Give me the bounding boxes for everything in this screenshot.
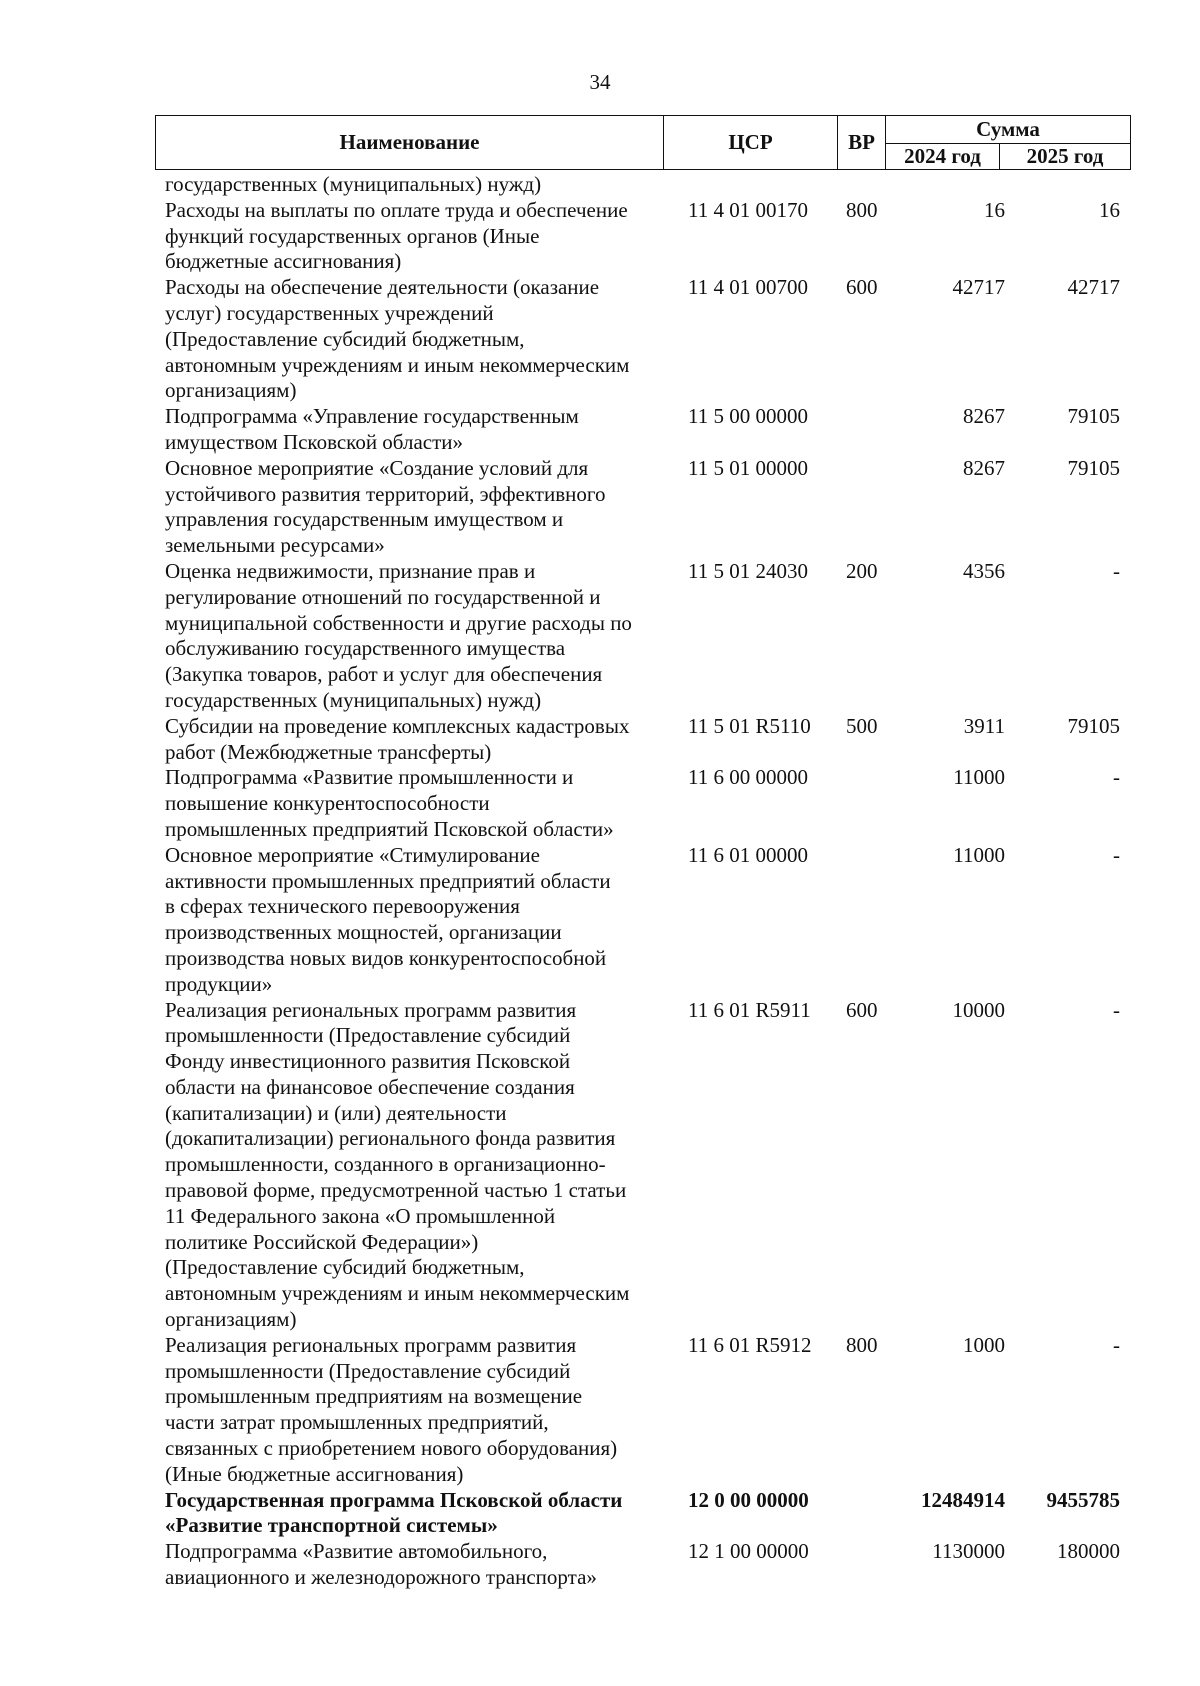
table-row (165, 1539, 1125, 1591)
row-vr: 500 (846, 713, 878, 738)
row-sum-2025: 9455785 (1046, 1487, 1120, 1512)
table-row (165, 198, 1125, 275)
row-sum-2024: 42717 (952, 275, 1005, 300)
row-sum-2024: 11000 (953, 842, 1005, 867)
row-sum-2024: 12484914 (921, 1487, 1005, 1512)
table-row (165, 1333, 1125, 1488)
row-csr: 11 6 01 R5911 (688, 997, 811, 1022)
row-sum-2025: 79105 (1067, 713, 1120, 738)
row-name: Подпрограмма «Управление государственным имуществом Псковской области» (165, 404, 579, 454)
row-sum-2025: - (1113, 558, 1120, 583)
row-sum-2024: 11000 (953, 765, 1005, 790)
header-sum: Сумма (886, 116, 1130, 144)
table-body (165, 172, 1125, 1591)
table-row (165, 1488, 1125, 1540)
row-csr: 11 4 01 00170 (688, 197, 808, 222)
header-vr: ВР (838, 116, 886, 169)
row-csr: 11 6 01 R5912 (688, 1332, 812, 1357)
row-sum-2024: 1130000 (932, 1539, 1005, 1564)
row-name: Оценка недвижимости, признание прав и регулирование отношений по государственной и муниципальной собственности и другие расходы по обслуживанию государственного имущества (Закупка товаров, работ и услуг для обеспечения государственных (муниципальных) нужд) (165, 558, 632, 712)
row-name: Основное мероприятие «Создание условий для устойчивого развития территорий, эффективного управления государственным имуществом и земельными ресурсами» (165, 455, 606, 558)
header-year-2025: 2025 год (1026, 144, 1104, 168)
row-sum-2024: 4356 (963, 558, 1005, 583)
row-name: Реализация региональных программ развития промышленности (Предоставление субсидий Фонду инвестиционного развития Псковской области на финансовое обеспечение создания (капитализации) и (или) деятельности (докапитализации) регионального фонда развития промышленности, созданного в организационно- правовой форме, предусмотренной частью 1 статьи 11 Федерального закона «О промышленной политике Российской Федерации») (Предоставление субсидий бюджетным, автономным учреждениям и иным некоммерческим организациям) (165, 997, 630, 1332)
row-csr: 12 1 00 00000 (688, 1539, 809, 1564)
table-row (165, 275, 1125, 404)
table-row (165, 172, 1125, 198)
row-sum-2025: 79105 (1067, 455, 1120, 480)
row-vr: 600 (846, 997, 878, 1022)
header-name: Наименование (156, 116, 664, 169)
row-sum-2024: 1000 (963, 1332, 1005, 1357)
row-sum-2025: 180000 (1057, 1539, 1120, 1564)
table-row (165, 559, 1125, 714)
row-name: Государственная программа Псковской области «Развитие транспортной системы» (165, 1487, 623, 1538)
table-row (165, 765, 1125, 842)
row-sum-2025: - (1113, 1332, 1120, 1357)
row-sum-2025: - (1113, 842, 1120, 867)
row-csr: 11 6 00 00000 (688, 765, 808, 790)
row-name: государственных (муниципальных) нужд) (165, 172, 542, 196)
row-name: Расходы на обеспечение деятельности (оказание услуг) государственных учреждений (Предоставление субсидий бюджетным, автономным учреждениям и иным некоммерческим организациям) (165, 275, 630, 403)
row-csr: 11 4 01 00700 (688, 275, 808, 300)
row-sum-2024: 10000 (952, 997, 1005, 1022)
row-name: Основное мероприятие «Стимулирование активности промышленных предприятий области в сферах технического перевооружения производственных мощностей, организации производства новых видов конкурентоспособной продукции» (165, 842, 611, 996)
header-year-2024: 2024 год (886, 144, 1000, 169)
row-vr: 200 (846, 558, 878, 583)
row-sum-2024: 8267 (963, 455, 1005, 480)
row-csr: 11 5 00 00000 (688, 404, 808, 429)
row-sum-2025: - (1113, 997, 1120, 1022)
row-vr: 800 (846, 1332, 878, 1357)
row-csr: 11 6 01 00000 (688, 842, 808, 867)
row-name: Подпрограмма «Развитие автомобильного, авиационного и железнодорожного транспорта» (165, 1539, 597, 1590)
row-csr: 11 5 01 00000 (688, 455, 808, 480)
row-sum-2025: 79105 (1067, 404, 1120, 429)
row-csr: 12 0 00 00000 (688, 1487, 809, 1512)
row-sum-2025: - (1113, 765, 1120, 790)
header-csr: ЦСР (664, 116, 838, 169)
row-name: Реализация региональных программ развития промышленности (Предоставление субсидий промышленным предприятиям на возмещение части затрат промышленных предприятий, связанных с приобретением нового оборудования) (Иные бюджетные ассигнования) (165, 1332, 618, 1486)
table-row (165, 456, 1125, 559)
table-row (165, 714, 1125, 766)
table-row (165, 404, 1125, 456)
row-sum-2024: 16 (984, 197, 1005, 222)
table-row (165, 843, 1125, 998)
page-number: 34 (589, 70, 611, 94)
row-vr: 800 (846, 197, 878, 222)
row-csr: 11 5 01 24030 (688, 558, 808, 583)
row-sum-2025: 42717 (1067, 275, 1120, 300)
table-header (155, 115, 1131, 170)
row-sum-2025: 16 (1099, 197, 1120, 222)
row-vr: 600 (846, 275, 878, 300)
row-name: Субсидии на проведение комплексных кадастровых работ (Межбюджетные трансферты) (165, 713, 630, 764)
row-name: Подпрограмма «Развитие промышленности и повышение конкурентоспособности промышленных предприятий Псковской области» (165, 765, 614, 841)
row-sum-2024: 8267 (963, 404, 1005, 429)
table-row (165, 998, 1125, 1333)
row-csr: 11 5 01 R5110 (688, 713, 811, 738)
row-sum-2024: 3911 (963, 713, 1005, 738)
row-name: Расходы на выплаты по оплате труда и обеспечение функций государственных органов (Иные бюджетные ассигнования) (165, 197, 628, 274)
